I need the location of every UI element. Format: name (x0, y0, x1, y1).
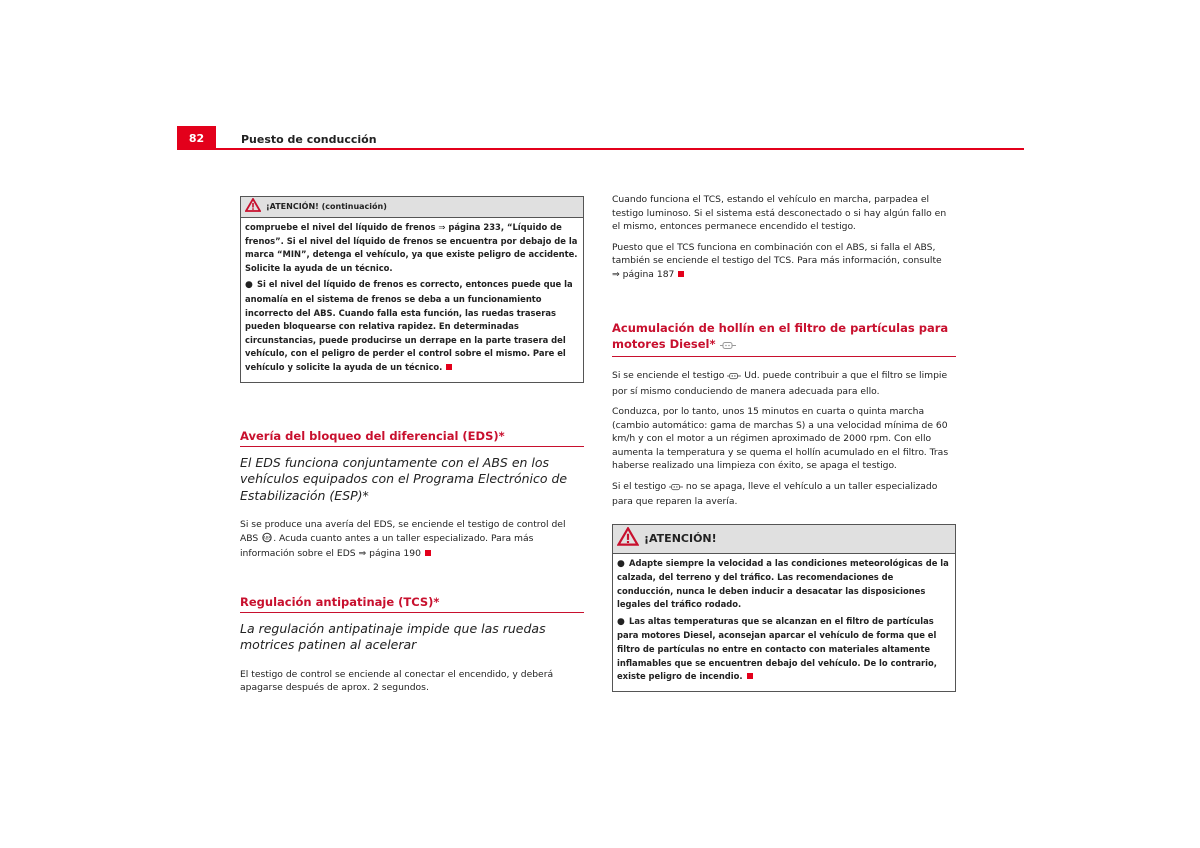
arrow-right-icon: ⇒ (358, 548, 367, 560)
end-mark-icon (446, 364, 452, 370)
section-title: Puesto de conducción (241, 133, 377, 146)
text-run: Si se produce una avería del EDS, se enciende el testigo de control del ABS (240, 519, 566, 544)
warning-heading: ¡ATENCIÓN! (644, 531, 717, 545)
text-run: Ud. puede contribuir a que el filtro se limpie por sí mismo conduciendo de manera adecuada para ello. (612, 370, 948, 397)
warning-paragraph (245, 278, 579, 374)
tcs-cont-paragraph (612, 241, 956, 282)
text-run: Adapte siempre la velocidad a las condiciones meteorológicas de la calzada, del terreno y del tráfico. Las recomendaciones de conducción, nunca le deben inducir a desacatar las disposiciones legales del tráfico rodado. (617, 557, 949, 610)
eds-lead: El EDS funciona conjuntamente con el ABS en los vehículos equipados con el Programa Electrónico de Estabilización (ESP)* (240, 454, 568, 503)
text-run: no se apaga, lleve el vehículo a un taller especializado para que reparen la avería. (612, 480, 938, 507)
tcs-body: El testigo de control se enciende al conectar el encendido, y deberá apagarse después de aprox. 2 segundos. (240, 668, 554, 694)
right-column (612, 193, 956, 692)
end-mark-icon (747, 673, 753, 679)
warning-triangle-icon (617, 527, 639, 550)
diesel-paragraph (612, 480, 956, 509)
warning-box-header (613, 525, 955, 554)
warning-box-header (241, 197, 583, 218)
end-mark-icon (678, 271, 684, 277)
diesel-paragraph (612, 369, 956, 398)
bullet-icon: ● (617, 616, 625, 627)
diesel-paragraph: Conduzca, por lo tanto, unos 15 minutos en cuarta o quinta marcha (cambio automático: gama de marchas S) a una velocidad mínima de 60 km/h y con el motor a un régimen aproximado de 2000 rpm. Con ello aumenta la temperatura y se quema el hollín acumulado en el filtro. Tras haberse realizado una limpieza con éxito, se apaga el testigo. (612, 406, 949, 471)
particle-filter-icon (669, 482, 683, 496)
eds-body (240, 518, 584, 561)
warning-box-body (613, 554, 955, 691)
text-run: Si el testigo (612, 480, 670, 492)
tcs-cont-paragraph: Cuando funciona el TCS, estando el vehículo en marcha, parpadea el testigo luminoso. Si el sistema está desconectado o si hay algún fallo en el mismo, entonces permanece encendido el testigo. (612, 194, 947, 232)
warning-triangle-icon (245, 198, 261, 217)
text-run: página 190 (366, 548, 421, 560)
particle-filter-icon (720, 338, 736, 354)
text-run: página 187 (619, 268, 675, 280)
abs-warning-icon (261, 532, 273, 548)
tcs-heading: Regulación antipatinaje (TCS)* (240, 594, 584, 613)
warning-paragraph (245, 221, 579, 275)
arrow-right-icon: ⇒ (438, 222, 446, 232)
header-rule (177, 148, 1024, 150)
bullet-icon: ● (245, 280, 253, 291)
warning-bullet (617, 557, 951, 612)
text-run: Si el nivel del líquido de frenos es correcto, entonces puede que la anomalía en el sistema de frenos se deba a un funcionamiento incorrecto del ABS. Cuando falla esta función, las ruedas traseras pueden bloquearse con relativa rapidez. En determinadas circunstancias, puede producirse un derrape en la parte trasera del vehículo, con el peligro de perder el control sobre el mismo. Pare el vehículo y solicite la ayuda de un técnico. (245, 279, 573, 372)
text-run: . Acuda cuanto antes a un taller especializado. Para más información sobre el EDS (240, 532, 534, 560)
arrow-right-icon: ⇒ (612, 268, 620, 280)
diesel-heading (612, 320, 956, 357)
text-run: Las altas temperaturas que se alcanzan en el filtro de partículas para motores Diesel, aconsejan aparcar el vehículo de forma que el filtro de partículas no entre en contacto con materiales altamente inflamables que se encuentren debajo del vehículo. De lo contrario, existe peligro de incendio. (617, 615, 937, 682)
particle-filter-icon (727, 371, 741, 385)
text-run: Si se enciende el testigo (612, 370, 728, 381)
warning-box (612, 524, 956, 692)
end-mark-icon (425, 550, 431, 556)
text-run: Acumulación de hollín en el filtro de partículas para motores Diesel* (612, 321, 949, 351)
text-run: Puesto que el TCS funciona en combinación con el ABS, si falla el ABS, también se enciende el testigo del TCS. Para más información, consulte (612, 241, 942, 266)
bullet-icon: ● (617, 558, 625, 569)
warning-heading: ¡ATENCIÓN! (continuación) (266, 202, 387, 212)
warning-bullet (617, 615, 951, 684)
warning-box-continued (240, 196, 584, 383)
tcs-lead: La regulación antipatinaje impide que las ruedas motrices patinen al acelerar (240, 620, 546, 653)
left-column (240, 196, 584, 702)
text-run: página 233, “Líquido de frenos”. Si el nivel del líquido de frenos se encuentra por debajo de la marca “MIN”, detenga el vehículo, ya que existe peligro de accidente. Solicite la ayuda de un técnico. (245, 222, 578, 273)
text-run: compruebe el nivel del líquido de frenos (245, 222, 439, 232)
svg-text:ABS: ABS (263, 534, 272, 540)
warning-box-body (241, 218, 583, 382)
eds-heading: Avería del bloqueo del diferencial (EDS)* (240, 428, 584, 447)
page-number: 82 (177, 126, 216, 148)
